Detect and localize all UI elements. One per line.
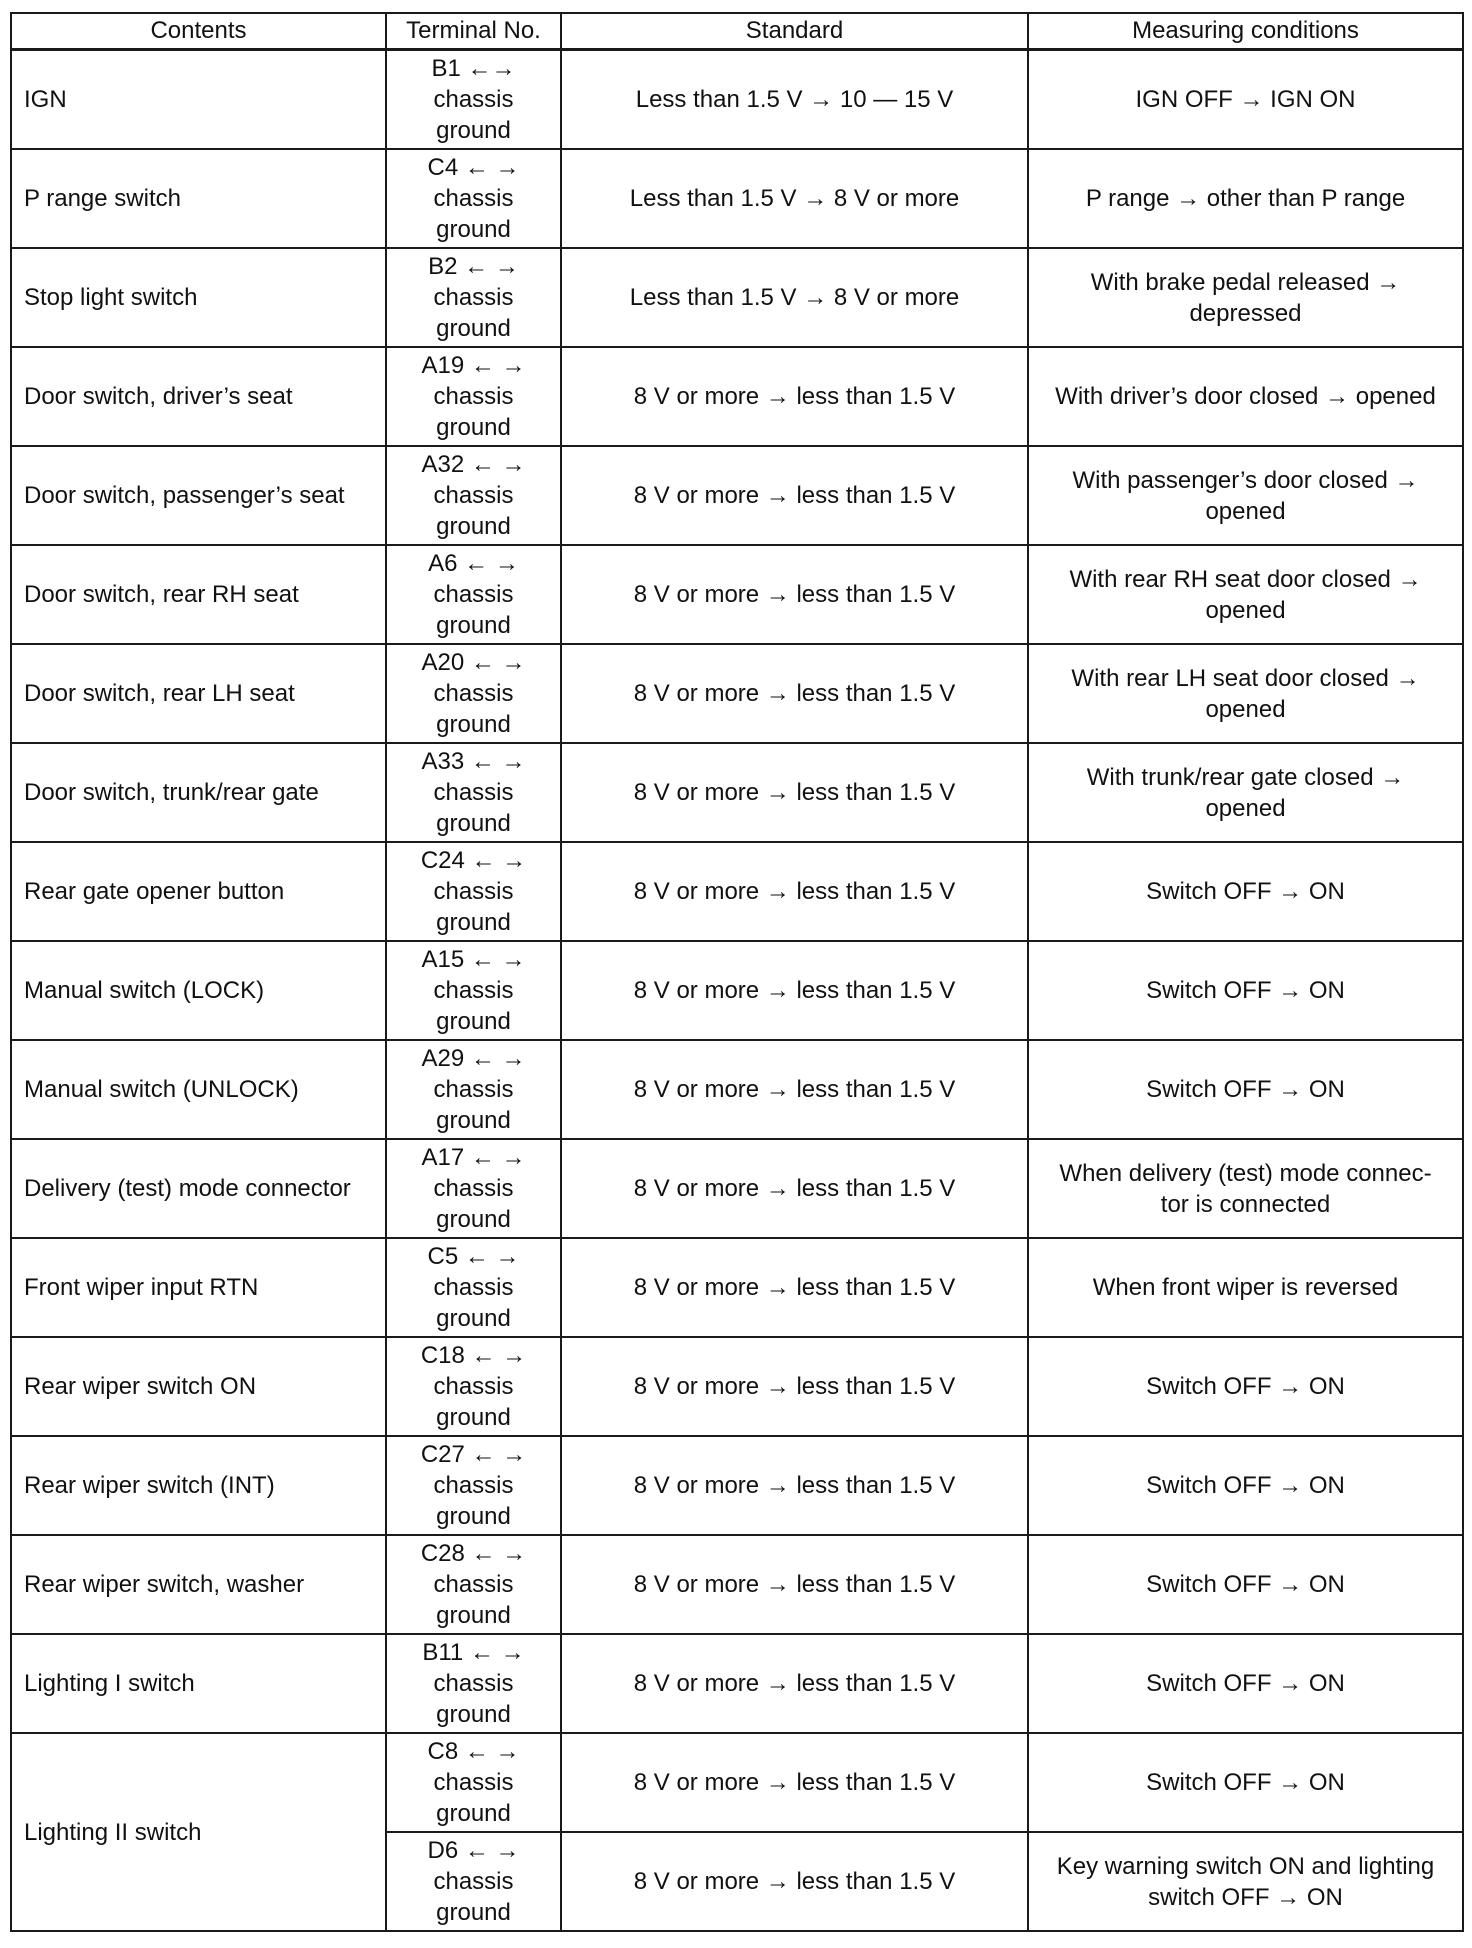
terminal-line: ground <box>436 1800 511 1827</box>
contents-cell: Door switch, rear LH seat <box>11 644 386 743</box>
standard-cell: Less than 1.5 V → 8 V or more <box>561 248 1028 347</box>
condition-line: Switch OFF → ON <box>1146 1076 1345 1103</box>
terminal-line: D6 ← → <box>427 1837 520 1864</box>
contents-cell: Lighting II switch <box>11 1733 386 1931</box>
standard-cell: 8 V or more → less than 1.5 V <box>561 941 1028 1040</box>
terminal-line: ground <box>436 513 511 540</box>
terminal-cell <box>386 1238 561 1337</box>
condition-line: opened <box>1205 695 1286 723</box>
header-measuring-conditions: Measuring conditions <box>1028 13 1463 50</box>
measuring-conditions-cell <box>1028 1733 1463 1832</box>
terminal-line: ground <box>436 216 511 243</box>
header-contents: Contents <box>11 13 386 50</box>
terminal-line: ground <box>436 1107 511 1134</box>
measuring-conditions-cell <box>1028 347 1463 446</box>
terminal-line: ground <box>436 1503 511 1530</box>
terminal-line: chassis <box>433 1571 514 1598</box>
standard-cell: Less than 1.5 V → 8 V or more <box>561 149 1028 248</box>
condition-line: When front wiper is reversed <box>1092 1274 1399 1301</box>
contents-cell: Rear wiper switch (INT) <box>11 1436 386 1535</box>
terminal-line: ground <box>436 1206 511 1233</box>
terminal-line: ground <box>436 810 511 837</box>
measuring-conditions-cell <box>1028 1832 1463 1931</box>
contents-cell: Stop light switch <box>11 248 386 347</box>
terminal-line: chassis <box>433 581 514 608</box>
contents-cell: Door switch, trunk/rear gate <box>11 743 386 842</box>
table-row <box>11 446 1463 545</box>
terminal-line: chassis <box>433 284 514 311</box>
table-row <box>11 941 1463 1040</box>
contents-cell: Rear wiper switch, washer <box>11 1535 386 1634</box>
terminal-line: chassis <box>433 1472 514 1499</box>
contents-cell: Rear wiper switch ON <box>11 1337 386 1436</box>
terminal-spec-table <box>10 12 1464 1932</box>
measuring-conditions-cell <box>1028 545 1463 644</box>
terminal-line: ground <box>436 1305 511 1332</box>
table-row <box>11 149 1463 248</box>
condition-line: With driver’s door closed → opened <box>1055 383 1436 410</box>
terminal-line: ground <box>436 1008 511 1035</box>
terminal-cell <box>386 1832 561 1931</box>
terminal-line: C5 ← → <box>427 1243 520 1270</box>
terminal-line: chassis <box>433 1175 514 1202</box>
terminal-cell <box>386 50 561 150</box>
condition-line: IGN OFF → IGN ON <box>1135 86 1356 113</box>
terminal-line: A32 ← → <box>421 451 526 478</box>
terminal-line: chassis <box>433 482 514 509</box>
standard-cell: 8 V or more → less than 1.5 V <box>561 1238 1028 1337</box>
condition-line: With brake pedal released → <box>1090 268 1401 296</box>
table-row <box>11 545 1463 644</box>
terminal-line: C4 ← → <box>427 154 520 181</box>
measuring-conditions-cell <box>1028 446 1463 545</box>
contents-cell: Door switch, passenger’s seat <box>11 446 386 545</box>
terminal-line: A33 ← → <box>421 748 526 775</box>
table-row <box>11 1238 1463 1337</box>
standard-cell: 8 V or more → less than 1.5 V <box>561 743 1028 842</box>
measuring-conditions-cell <box>1028 842 1463 941</box>
terminal-cell <box>386 149 561 248</box>
terminal-line: B1 ←→ <box>431 55 516 82</box>
measuring-conditions-cell <box>1028 1535 1463 1634</box>
terminal-line: chassis <box>433 1868 514 1895</box>
terminal-line: chassis <box>433 1076 514 1103</box>
table-row <box>11 842 1463 941</box>
standard-cell: 8 V or more → less than 1.5 V <box>561 1535 1028 1634</box>
contents-cell: P range switch <box>11 149 386 248</box>
terminal-line: chassis <box>433 86 514 113</box>
table-row <box>11 248 1463 347</box>
contents-cell: IGN <box>11 50 386 150</box>
condition-line: With rear RH seat door closed → <box>1069 565 1422 593</box>
terminal-line: ground <box>436 612 511 639</box>
measuring-conditions-cell <box>1028 743 1463 842</box>
table-row <box>11 1040 1463 1139</box>
measuring-conditions-cell <box>1028 1040 1463 1139</box>
terminal-line: A19 ← → <box>421 352 526 379</box>
terminal-line: ground <box>436 909 511 936</box>
measuring-conditions-cell <box>1028 644 1463 743</box>
standard-cell: 8 V or more → less than 1.5 V <box>561 545 1028 644</box>
terminal-line: C8 ← → <box>427 1738 520 1765</box>
terminal-line: chassis <box>433 1373 514 1400</box>
terminal-cell <box>386 743 561 842</box>
terminal-line: A15 ← → <box>421 946 526 973</box>
contents-cell: Manual switch (UNLOCK) <box>11 1040 386 1139</box>
contents-cell: Rear gate opener button <box>11 842 386 941</box>
terminal-line: C27 ← → <box>420 1441 527 1468</box>
terminal-line: chassis <box>433 779 514 806</box>
measuring-conditions-cell <box>1028 941 1463 1040</box>
table-body <box>11 50 1463 1932</box>
spec-table-container <box>10 12 1462 1932</box>
condition-line: With passenger’s door closed → <box>1072 466 1419 494</box>
contents-cell: Manual switch (LOCK) <box>11 941 386 1040</box>
terminal-line: C24 ← → <box>420 847 527 874</box>
standard-cell: 8 V or more → less than 1.5 V <box>561 1832 1028 1931</box>
contents-cell: Door switch, rear RH seat <box>11 545 386 644</box>
terminal-line: chassis <box>433 977 514 1004</box>
condition-line: Switch OFF → ON <box>1146 1670 1345 1697</box>
terminal-line: ground <box>436 1899 511 1926</box>
table-row <box>11 50 1463 150</box>
standard-cell: 8 V or more → less than 1.5 V <box>561 1139 1028 1238</box>
terminal-line: chassis <box>433 680 514 707</box>
terminal-line: chassis <box>433 1670 514 1697</box>
terminal-cell <box>386 545 561 644</box>
terminal-cell <box>386 644 561 743</box>
standard-cell: 8 V or more → less than 1.5 V <box>561 842 1028 941</box>
terminal-line: ground <box>436 117 511 144</box>
terminal-cell <box>386 1634 561 1733</box>
measuring-conditions-cell <box>1028 1139 1463 1238</box>
terminal-cell <box>386 1733 561 1832</box>
measuring-conditions-cell <box>1028 1337 1463 1436</box>
terminal-line: chassis <box>433 185 514 212</box>
header-row <box>11 13 1463 50</box>
condition-line: Key warning switch ON and lighting <box>1056 1852 1435 1880</box>
standard-cell: 8 V or more → less than 1.5 V <box>561 1337 1028 1436</box>
table-row <box>11 1337 1463 1436</box>
standard-cell: 8 V or more → less than 1.5 V <box>561 1040 1028 1139</box>
terminal-line: ground <box>436 711 511 738</box>
table-row <box>11 1733 1463 1832</box>
contents-cell: Door switch, driver’s seat <box>11 347 386 446</box>
condition-line: Switch OFF → ON <box>1146 977 1345 1004</box>
condition-line: Switch OFF → ON <box>1146 1571 1345 1598</box>
condition-line: With trunk/rear gate closed → <box>1086 763 1405 791</box>
condition-line: depressed <box>1189 299 1302 327</box>
condition-line: opened <box>1205 794 1286 822</box>
standard-cell: 8 V or more → less than 1.5 V <box>561 347 1028 446</box>
terminal-cell <box>386 347 561 446</box>
terminal-line: chassis <box>433 1769 514 1796</box>
terminal-line: A17 ← → <box>421 1144 526 1171</box>
measuring-conditions-cell <box>1028 1634 1463 1733</box>
measuring-conditions-cell <box>1028 50 1463 150</box>
terminal-cell <box>386 1139 561 1238</box>
header-terminal-no: Terminal No. <box>386 13 561 50</box>
standard-cell: Less than 1.5 V → 10 — 15 V <box>561 50 1028 150</box>
terminal-cell <box>386 941 561 1040</box>
condition-line: Switch OFF → ON <box>1146 1769 1345 1796</box>
condition-line: Switch OFF → ON <box>1146 1373 1345 1400</box>
table-row <box>11 1436 1463 1535</box>
standard-cell: 8 V or more → less than 1.5 V <box>561 446 1028 545</box>
condition-line: P range → other than P range <box>1085 185 1406 212</box>
table-row <box>11 1535 1463 1634</box>
condition-line: Switch OFF → ON <box>1146 1472 1345 1499</box>
measuring-conditions-cell <box>1028 149 1463 248</box>
table-row <box>11 1139 1463 1238</box>
terminal-line: A6 ← → <box>428 550 519 577</box>
measuring-conditions-cell <box>1028 248 1463 347</box>
terminal-line: chassis <box>433 383 514 410</box>
terminal-cell <box>386 842 561 941</box>
contents-cell: Lighting I switch <box>11 1634 386 1733</box>
terminal-line: ground <box>436 1602 511 1629</box>
terminal-cell <box>386 1040 561 1139</box>
terminal-cell <box>386 446 561 545</box>
standard-cell: 8 V or more → less than 1.5 V <box>561 1436 1028 1535</box>
contents-cell: Front wiper input RTN <box>11 1238 386 1337</box>
terminal-cell <box>386 1535 561 1634</box>
terminal-line: A29 ← → <box>421 1045 526 1072</box>
terminal-line: chassis <box>433 878 514 905</box>
terminal-line: C18 ← → <box>420 1342 527 1369</box>
terminal-line: B11 ← → <box>422 1639 525 1666</box>
terminal-line: ground <box>436 1404 511 1431</box>
terminal-line: ground <box>436 414 511 441</box>
standard-cell: 8 V or more → less than 1.5 V <box>561 1634 1028 1733</box>
terminal-line: B2 ← → <box>428 253 519 280</box>
measuring-conditions-cell <box>1028 1436 1463 1535</box>
condition-line: Switch OFF → ON <box>1146 878 1345 905</box>
condition-line: With rear LH seat door closed → <box>1071 664 1420 692</box>
standard-cell: 8 V or more → less than 1.5 V <box>561 1733 1028 1832</box>
terminal-line: C28 ← → <box>420 1540 527 1567</box>
header-standard: Standard <box>561 13 1028 50</box>
terminal-line: chassis <box>433 1274 514 1301</box>
terminal-line: A20 ← → <box>421 649 526 676</box>
table-row <box>11 347 1463 446</box>
condition-line: opened <box>1205 596 1286 624</box>
terminal-cell <box>386 248 561 347</box>
condition-line: switch OFF → ON <box>1148 1883 1343 1911</box>
terminal-cell <box>386 1337 561 1436</box>
condition-line: opened <box>1205 497 1286 525</box>
standard-cell: 8 V or more → less than 1.5 V <box>561 644 1028 743</box>
table-row <box>11 1634 1463 1733</box>
table-row <box>11 644 1463 743</box>
condition-line: tor is connected <box>1160 1190 1331 1218</box>
terminal-line: ground <box>436 315 511 342</box>
measuring-conditions-cell <box>1028 1238 1463 1337</box>
table-row <box>11 743 1463 842</box>
contents-cell: Delivery (test) mode connector <box>11 1139 386 1238</box>
terminal-cell <box>386 1436 561 1535</box>
condition-line: When delivery (test) mode connec- <box>1059 1159 1432 1187</box>
terminal-line: ground <box>436 1701 511 1728</box>
